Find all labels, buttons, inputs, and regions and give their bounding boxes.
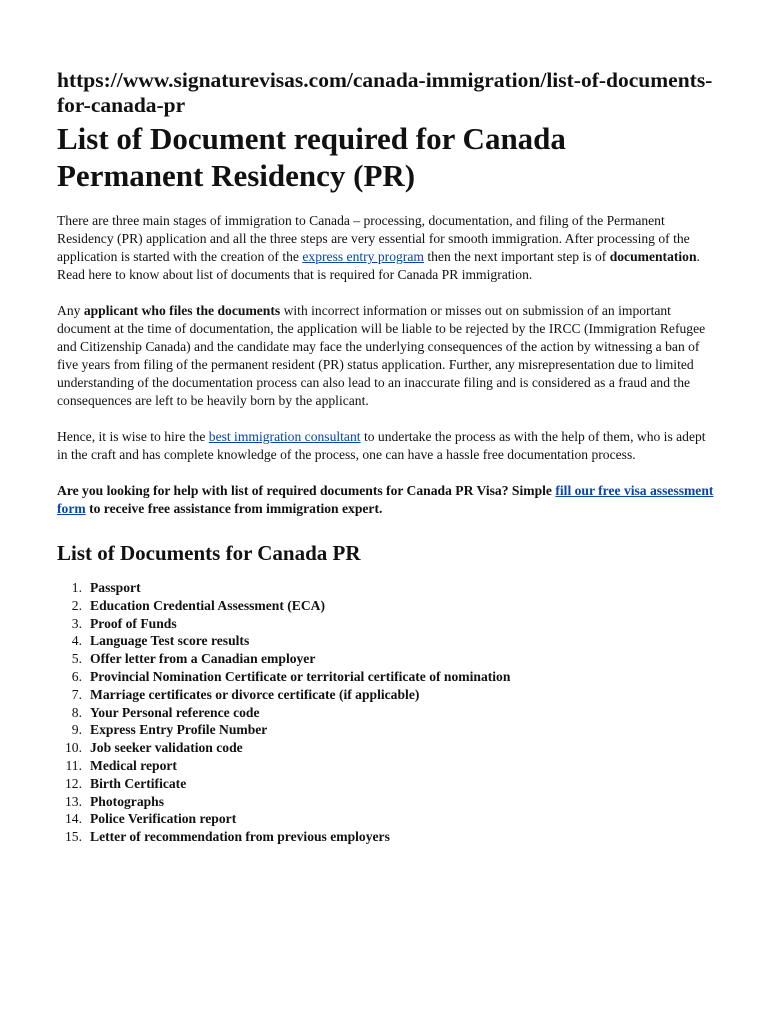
list-item-label: Provincial Nomination Certificate or territorial certificate of nomination <box>90 668 511 684</box>
list-item-number: 4. <box>71 633 82 649</box>
best-immigration-consultant-link[interactable]: best immigration consultant <box>208 429 361 444</box>
list-item-number: 7. <box>71 686 82 702</box>
document-list-item <box>57 739 718 757</box>
intro-bold-documentation: documentation <box>609 249 697 264</box>
document-list-item <box>57 668 718 686</box>
cta-text-1: Are you looking for help with list of required documents for Canada PR Visa? Simple <box>57 483 556 498</box>
list-item-label: Offer letter from a Canadian employer <box>90 651 316 667</box>
list-item-number: 5. <box>71 651 82 667</box>
list-item-number: 15. <box>65 829 82 845</box>
documents-list <box>57 579 718 846</box>
list-item-label: Letter of recommendation from previous employers <box>90 829 390 845</box>
document-list-item <box>57 615 718 633</box>
consultant-paragraph <box>57 428 718 464</box>
document-list-item <box>57 650 718 668</box>
list-item-number: 6. <box>71 668 82 684</box>
list-item-number: 11. <box>65 757 82 773</box>
list-item-label: Job seeker validation code <box>90 740 243 756</box>
document-list-item <box>57 757 718 775</box>
list-item-number: 8. <box>71 704 82 720</box>
list-item-number: 13. <box>65 793 82 809</box>
intro-paragraph <box>57 212 718 284</box>
page-title: List of Document required for Canada Permanent Residency (PR) <box>57 121 566 193</box>
list-item-label: Express Entry Profile Number <box>90 722 268 738</box>
document-list-item <box>57 793 718 811</box>
documents-section-heading: List of Documents for Canada PR <box>57 541 361 565</box>
consequences-paragraph <box>57 302 718 410</box>
consequences-bold-applicant: applicant who files the documents <box>83 303 281 318</box>
intro-text-2: then the next important step is of <box>423 249 610 264</box>
list-item-label: Police Verification report <box>90 811 237 827</box>
document-list-item <box>57 579 718 597</box>
consequences-text-1: Any <box>57 303 84 318</box>
list-item-number: 14. <box>65 811 82 827</box>
source-url: https://www.signaturevisas.com/canada-immigration/list-of-documents-for-canada-pr <box>57 68 713 117</box>
list-item-number: 1. <box>71 580 82 595</box>
list-item-label: Education Credential Assessment (ECA) <box>90 597 326 613</box>
document-list-item <box>57 632 718 650</box>
document-list-item <box>57 721 718 739</box>
consultant-text-2: to undertake the process as with the help of them, who is adept in the craft and has complete knowledge of the process, one can have a hassle free documentation process. <box>57 429 706 462</box>
list-item-label: Medical report <box>90 757 177 773</box>
intro-text-3: . Read here to know about list of documents that is required for Canada PR immigration. <box>57 249 700 282</box>
list-item-label: Birth Certificate <box>90 775 187 791</box>
list-item-label: Photographs <box>90 793 165 809</box>
free-visa-assessment-link[interactable]: fill our free visa assessment form <box>57 483 714 516</box>
list-item-label: Proof of Funds <box>90 615 177 631</box>
list-item-label: Language Test score results <box>90 633 250 649</box>
list-item-label: Marriage certificates or divorce certificate (if applicable) <box>90 686 420 702</box>
document-list-item <box>57 828 718 846</box>
list-item-label: Passport <box>90 580 141 595</box>
list-item-label: Your Personal reference code <box>90 704 260 720</box>
express-entry-program-link[interactable]: express entry program <box>302 249 424 264</box>
list-item-number: 2. <box>71 597 82 613</box>
document-list-item <box>57 686 718 704</box>
list-item-number: 9. <box>71 722 82 738</box>
document-list-item <box>57 597 718 615</box>
consequences-text-2: with incorrect information or misses out on submission of an important document at the time of documentation, the application will be liable to be rejected by the IRCC (Immigration Refugee and Citizenship Canada) and the candidate may face the underlying consequences of the action by witnessing a ban of five years from filing of the permanent resident (PR) status application. Further, any misrepresentation due to limited understanding of the documentation process can also lead to an inaccurate filing and is considered as a fraud and the consequences are left to be heavily born by the applicant. <box>57 303 706 408</box>
cta-text-2: to receive free assistance from immigration expert. <box>85 501 383 516</box>
intro-text-1: There are three main stages of immigration to Canada – processing, documentation, and filing of the Permanent Residency (PR) application and all the three steps are very essential for smooth immigration. After processing of the application is started with the creation of the <box>57 213 690 264</box>
document-list-item <box>57 810 718 828</box>
list-item-number: 10. <box>65 740 82 756</box>
document-list-item <box>57 704 718 722</box>
assessment-cta <box>57 482 718 518</box>
document-list-item <box>57 775 718 793</box>
list-item-number: 3. <box>71 615 82 631</box>
consultant-text-1: Hence, it is wise to hire the <box>57 429 209 444</box>
list-item-number: 12. <box>65 775 82 791</box>
